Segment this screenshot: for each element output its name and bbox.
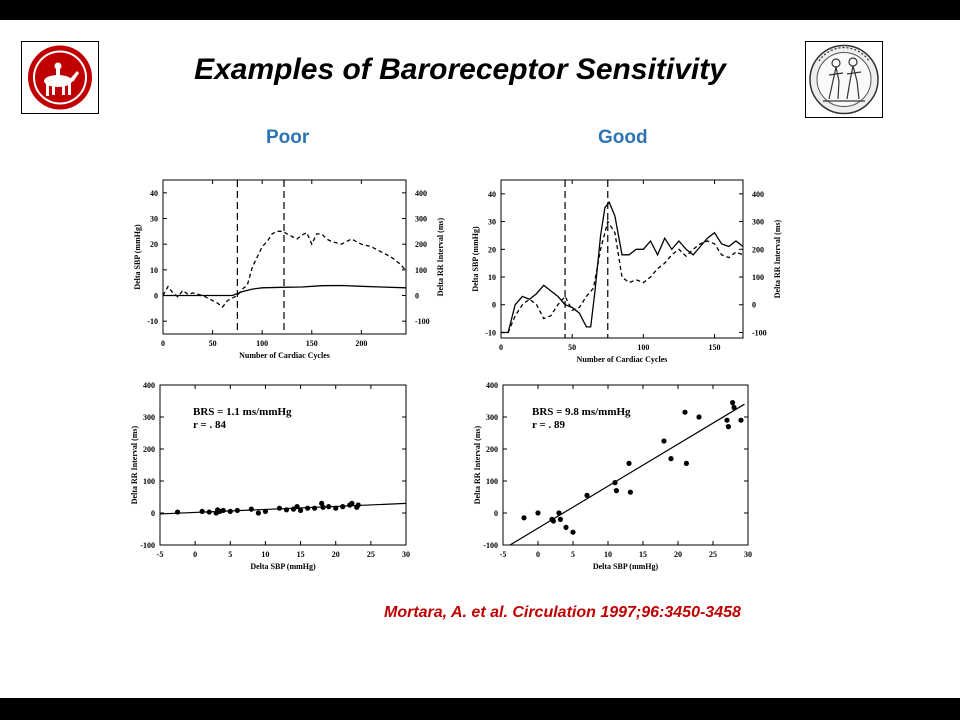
x-tick-label: 15 [639, 550, 647, 559]
data-point [320, 505, 325, 510]
y-tick-label: -10 [147, 317, 158, 327]
x-tick-label: 30 [744, 550, 752, 559]
data-point [326, 504, 331, 509]
y2-tick-label: 0 [752, 300, 756, 310]
data-point [235, 508, 240, 513]
y2-tick-label: 400 [415, 188, 427, 198]
x-tick-label: 20 [331, 550, 340, 559]
poor-column-label: Poor [266, 127, 310, 148]
y-tick-label: 20 [488, 245, 496, 255]
x-tick-label: 20 [674, 550, 682, 559]
data-point [724, 418, 729, 423]
y-tick-label: -100 [483, 541, 498, 550]
y-tick-label: -10 [485, 328, 496, 338]
y2-tick-label: 200 [415, 240, 427, 250]
x-tick-label: 0 [193, 550, 198, 559]
data-point [738, 418, 743, 423]
y-tick-label: 40 [150, 188, 158, 198]
data-point [333, 506, 338, 511]
y2-tick-label: 100 [752, 273, 764, 283]
data-point [356, 502, 361, 507]
data-point [305, 506, 310, 511]
y-tick-label: 300 [486, 413, 498, 422]
y-tick-label: 100 [143, 477, 155, 486]
data-point [626, 461, 631, 466]
y-axis-label: Delta SBP (mmHg) [133, 224, 142, 290]
poor-scatter-group [130, 381, 410, 571]
good-column-label: Good [598, 127, 648, 148]
y-tick-label: -100 [140, 541, 155, 550]
data-point [535, 510, 540, 515]
data-point [312, 506, 317, 511]
sbp-series [501, 202, 743, 332]
brs-annotation: BRS = 1.1 ms/mmHg [193, 406, 292, 418]
brs-annotation: BRS = 9.8 ms/mmHg [532, 406, 631, 418]
regression-line [160, 503, 406, 514]
data-point [277, 506, 282, 511]
data-point [551, 518, 556, 523]
data-point [521, 515, 526, 520]
y-tick-label: 400 [486, 381, 498, 390]
data-point [558, 517, 563, 522]
data-point [228, 509, 233, 514]
x-tick-label: -5 [156, 550, 164, 559]
x-tick-label: 5 [571, 550, 575, 559]
y2-tick-label: 100 [415, 265, 427, 275]
y2-tick-label: 0 [415, 291, 419, 301]
y2-tick-label: 400 [752, 189, 764, 199]
data-point [284, 507, 289, 512]
data-point [696, 414, 701, 419]
x-tick-label: -5 [499, 550, 507, 559]
brs-annotation: r = . 89 [532, 419, 565, 431]
data-point [614, 488, 619, 493]
y-tick-label: 100 [486, 477, 498, 486]
data-point [175, 509, 180, 514]
slide-title: Examples of Baroreceptor Sensitivity [194, 53, 726, 86]
data-point [294, 504, 299, 509]
y-tick-label: 0 [494, 509, 498, 518]
x-tick-label: 25 [709, 550, 717, 559]
x-tick-label: 0 [161, 339, 165, 348]
x-tick-label: 100 [637, 343, 650, 352]
y2-tick-label: 200 [752, 245, 764, 255]
y2-tick-label: -100 [752, 328, 767, 338]
data-point [249, 507, 254, 512]
x-tick-label: 10 [604, 550, 612, 559]
brs-annotation: r = . 84 [193, 419, 226, 431]
y2-tick-label: 300 [415, 214, 427, 224]
x-tick-label: 15 [296, 550, 305, 559]
y2-tick-label: -100 [415, 317, 430, 327]
data-point [570, 530, 575, 535]
x-axis-label: Delta SBP (mmHg) [592, 562, 659, 571]
data-point [200, 509, 205, 514]
y-tick-label: 30 [488, 217, 496, 227]
x-axis-label: Number of Cardiac Cycles [239, 351, 330, 360]
data-point [726, 424, 731, 429]
data-point [207, 509, 212, 514]
x-tick-label: 200 [355, 339, 368, 348]
y-tick-label: 30 [150, 214, 158, 224]
y2-axis-label: Delta RR Interval (ms) [436, 217, 445, 297]
y-tick-label: 40 [488, 189, 496, 199]
y-axis-label: Delta RR Interval (ms) [473, 425, 482, 505]
x-tick-label: 50 [208, 339, 217, 348]
y-tick-label: 0 [154, 291, 158, 301]
x-tick-label: 0 [536, 550, 540, 559]
data-point [563, 525, 568, 530]
citation: Mortara, A. et al. Circulation 1997;96:3450-3458 [384, 604, 741, 621]
data-point [682, 410, 687, 415]
poor-timeseries-group [133, 180, 445, 360]
x-tick-label: 10 [261, 550, 270, 559]
x-tick-label: 5 [228, 550, 233, 559]
y-tick-label: 200 [143, 445, 155, 454]
data-point [628, 490, 633, 495]
data-point [221, 508, 226, 513]
x-tick-label: 150 [708, 343, 721, 352]
good-scatter-group [473, 381, 752, 571]
x-tick-label: 0 [499, 343, 503, 352]
x-tick-label: 150 [305, 339, 318, 348]
data-point [256, 510, 261, 515]
y-tick-label: 300 [143, 413, 155, 422]
data-point [263, 509, 268, 514]
y-tick-label: 10 [488, 273, 496, 283]
data-point [556, 510, 561, 515]
plot-frame [501, 180, 743, 338]
x-tick-label: 25 [366, 550, 375, 559]
y-tick-label: 0 [151, 509, 155, 518]
x-axis-label: Delta SBP (mmHg) [250, 562, 316, 571]
x-axis-label: Number of Cardiac Cycles [576, 355, 668, 364]
y-tick-label: 10 [150, 265, 158, 275]
data-point [731, 405, 736, 410]
data-point [730, 400, 735, 405]
data-point [340, 504, 345, 509]
y-tick-label: 400 [143, 381, 155, 390]
data-point [684, 461, 689, 466]
data-point [668, 456, 673, 461]
y2-axis-label: Delta RR Interval (ms) [773, 219, 782, 299]
x-tick-label: 30 [402, 550, 410, 559]
y-axis-label: Delta RR Interval (ms) [130, 425, 139, 505]
data-point [661, 438, 666, 443]
y-tick-label: 0 [492, 300, 496, 310]
data-point [612, 480, 617, 485]
y2-tick-label: 300 [752, 217, 764, 227]
data-point [584, 493, 589, 498]
data-point [298, 508, 303, 513]
y-axis-label: Delta SBP (mmHg) [471, 226, 480, 292]
x-tick-label: 50 [568, 343, 577, 352]
good-timeseries-group [471, 180, 782, 364]
data-point [349, 501, 354, 506]
y-tick-label: 20 [150, 240, 158, 250]
y-tick-label: 200 [486, 445, 498, 454]
x-tick-label: 100 [256, 339, 269, 348]
